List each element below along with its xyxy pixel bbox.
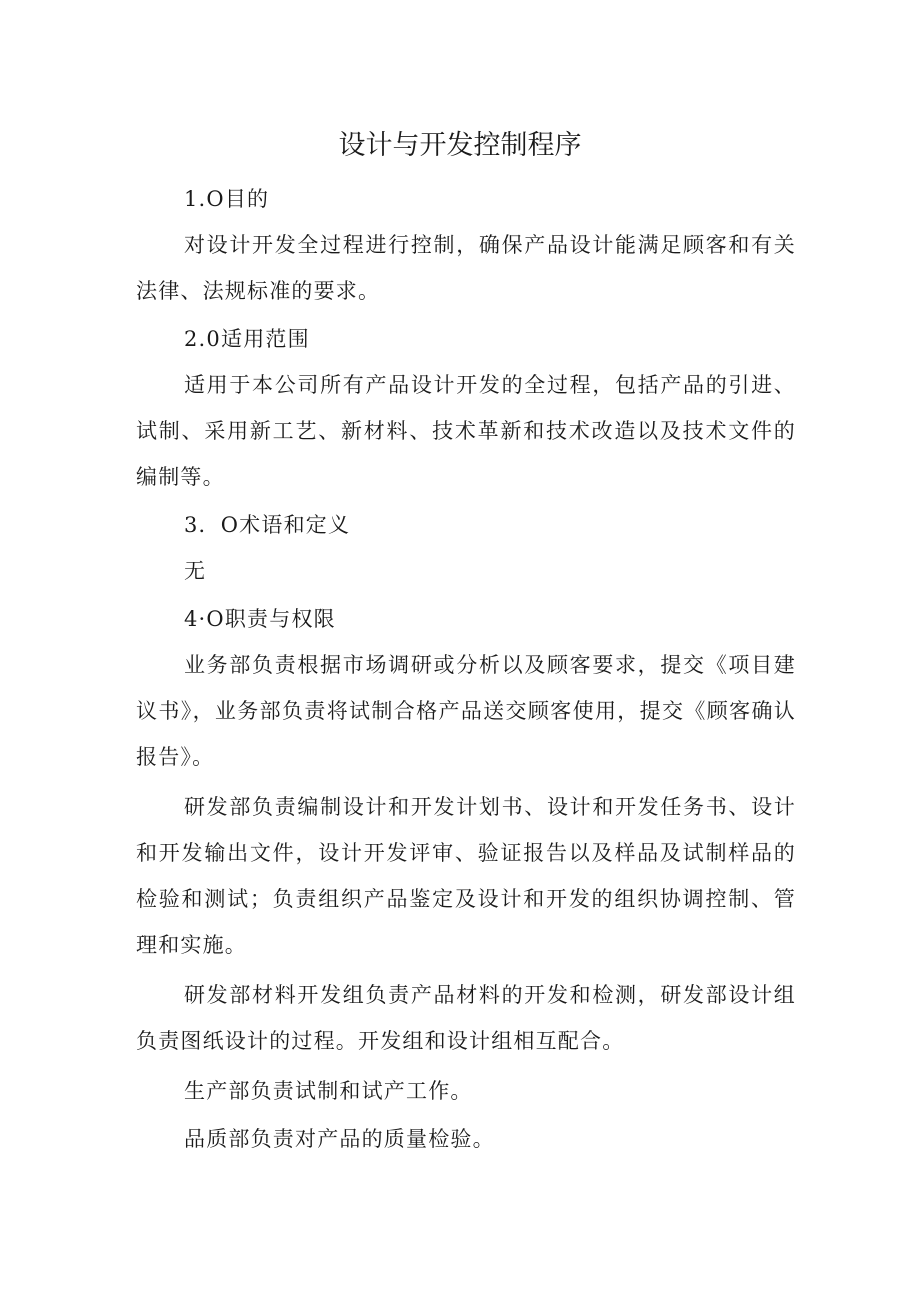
paragraph-purpose: 对设计开发全过程进行控制，确保产品设计能满足顾客和有关法律、法规标准的要求。 (136, 233, 796, 303)
paragraph-responsibility-materials: 研发部材料开发组负责产品材料的开发和检测，研发部设计组负责图纸设计的过程。开发组和设计组相互配合。 (136, 983, 796, 1053)
paragraph-responsibility-rnd: 研发部负责编制设计和开发计划书、设计和开发任务书、设计和开发输出文件，设计开发评审、验证报告以及样品及试制样品的检验和测试；负责组织产品鉴定及设计和开发的组织协调控制、管理和实施。 (136, 795, 796, 957)
section-heading-terms: 3．O术语和定义 (184, 513, 351, 537)
section-heading-scope: 2.0适用范围 (184, 327, 310, 351)
section-heading-purpose: 1.O目的 (184, 187, 270, 211)
paragraph-responsibility-quality: 品质部负责对产品的质量检验。 (184, 1127, 495, 1151)
paragraph-responsibility-sales: 业务部负责根据市场调研或分析以及顾客要求，提交《项目建议书》，业务部负责将试制合格产品送交顾客使用，提交《顾客确认报告》。 (136, 653, 796, 769)
document-title: 设计与开发控制程序 (338, 130, 582, 161)
paragraph-terms: 无 (184, 559, 207, 583)
paragraph-scope: 适用于本公司所有产品设计开发的全过程，包括产品的引进、试制、采用新工艺、新材料、技术革新和技术改造以及技术文件的编制等。 (136, 373, 796, 489)
document-body (136, 176, 796, 1162)
section-heading-responsibilities: 4·O职责与权限 (184, 607, 336, 631)
paragraph-responsibility-production: 生产部负责试制和试产工作。 (184, 1079, 473, 1103)
